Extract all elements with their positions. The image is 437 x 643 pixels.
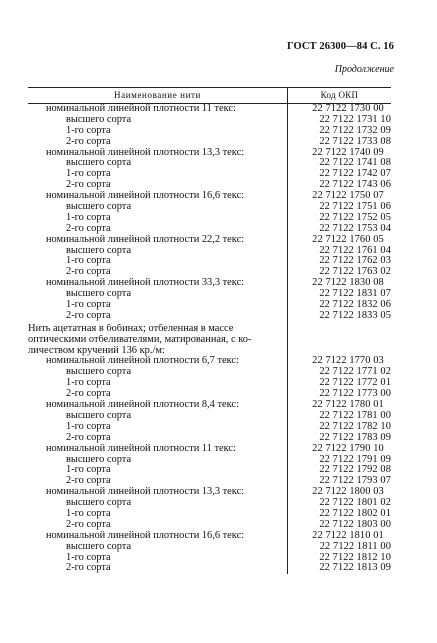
okp-code: 22 7122 1801 02 xyxy=(319,497,391,509)
okp-code: 22 7122 1813 09 xyxy=(319,562,391,574)
thread-name: личеством кручений 136 кр./м: xyxy=(28,345,165,356)
thread-name: 1-го сорта xyxy=(66,212,111,223)
thread-name: высшего сорта xyxy=(66,245,132,256)
okp-code: 22 7122 1743 06 xyxy=(319,179,391,191)
thread-name: высшего сорта xyxy=(66,114,132,125)
okp-code: 22 7122 1832 06 xyxy=(319,299,391,311)
okp-code: 22 7122 1730 00 xyxy=(312,103,384,114)
okp-code: 22 7122 1782 10 xyxy=(319,420,391,432)
okp-code: 22 7122 1761 04 xyxy=(319,244,391,256)
thread-name: номинальной линейной плотности 13,3 текс: xyxy=(46,147,245,158)
thread-name: высшего сорта xyxy=(66,289,132,300)
thread-name: номинальной линейной плотности 16,6 текс: xyxy=(46,191,245,202)
thread-name: 2-го сорта xyxy=(66,563,111,574)
thread-name: 1-го сорта xyxy=(66,169,111,180)
column-header-name: Наименование нити xyxy=(28,88,288,103)
thread-name: 1-го сорта xyxy=(66,300,111,311)
table-row xyxy=(28,324,391,335)
okp-code: 22 7122 1750 07 xyxy=(312,190,384,202)
thread-name: номинальной линейной плотности 22,2 текс: xyxy=(46,234,245,245)
okp-code: 22 7122 1772 01 xyxy=(319,377,391,389)
table-row xyxy=(28,137,391,148)
thread-name: 1-го сорта xyxy=(66,256,111,267)
table-row xyxy=(28,311,391,322)
okp-code: 22 7122 1810 01 xyxy=(312,529,384,541)
okp-code: 22 7122 1760 05 xyxy=(312,233,384,245)
continuation-label: Продолжение xyxy=(334,64,394,75)
okp-code: 22 7122 1831 07 xyxy=(319,288,391,300)
table-header xyxy=(28,88,391,104)
table-row xyxy=(28,433,391,444)
thread-name: номинальной линейной плотности 6,7 текс: xyxy=(46,356,239,367)
okp-code: 22 7122 1742 07 xyxy=(319,168,391,180)
thread-name: 1-го сорта xyxy=(66,508,111,519)
okp-code: 22 7122 1733 08 xyxy=(319,135,391,147)
table-body xyxy=(28,104,391,574)
okp-code: 22 7122 1751 06 xyxy=(319,201,391,213)
okp-code: 22 7122 1770 03 xyxy=(312,355,384,367)
table-row xyxy=(28,563,391,574)
okp-code: 22 7122 1802 01 xyxy=(319,507,391,519)
thread-name: номинальной линейной плотности 16,6 текс: xyxy=(46,530,245,541)
okp-code: 22 7122 1753 04 xyxy=(319,222,391,234)
thread-name: номинальной линейной плотности 8,4 текс: xyxy=(46,400,239,411)
okp-code: 22 7122 1741 08 xyxy=(319,157,391,169)
thread-name: высшего сорта xyxy=(66,202,132,213)
okp-code: 22 7122 1811 00 xyxy=(319,540,391,552)
okp-code: 22 7122 1780 01 xyxy=(312,399,384,411)
thread-name: 2-го сорта xyxy=(66,136,111,147)
table-row xyxy=(28,444,391,455)
column-divider xyxy=(287,104,288,574)
okp-code: 22 7122 1762 03 xyxy=(319,255,391,267)
okp-code: 22 7122 1793 07 xyxy=(319,475,391,487)
okp-code: 22 7122 1803 00 xyxy=(319,518,391,530)
thread-name: Нить ацетатная в бобинах; отбеленная в массе xyxy=(28,323,234,334)
okp-code xyxy=(287,335,391,346)
thread-name: высшего сорта xyxy=(66,367,132,378)
okp-code: 22 7122 1740 09 xyxy=(312,146,384,158)
thread-name: 2-го сорта xyxy=(66,519,111,530)
okp-code: 22 7122 1783 09 xyxy=(319,431,391,443)
page-header: ГОСТ 26300—84 С. 16 xyxy=(286,41,394,52)
table-row xyxy=(28,335,391,346)
thread-name: 2-го сорта xyxy=(66,310,111,321)
thread-name: номинальной линейной плотности 11 текс: xyxy=(46,104,236,114)
thread-name: высшего сорта xyxy=(66,158,132,169)
thread-name: высшего сорта xyxy=(66,498,132,509)
thread-name: номинальной линейной плотности 11 текс: xyxy=(46,443,236,454)
okp-code: 22 7122 1781 00 xyxy=(319,409,391,421)
thread-name: 2-го сорта xyxy=(66,476,111,487)
thread-name: 1-го сорта xyxy=(66,421,111,432)
table-row xyxy=(28,235,391,246)
thread-name: 2-го сорта xyxy=(66,432,111,443)
okp-code: 22 7122 1771 02 xyxy=(319,366,391,378)
okp-code: 22 7122 1791 09 xyxy=(319,453,391,465)
thread-name: 2-го сорта xyxy=(66,223,111,234)
thread-name: 1-го сорта xyxy=(66,552,111,563)
okp-code: 22 7122 1812 10 xyxy=(319,551,391,563)
okp-table xyxy=(28,87,391,574)
thread-name: высшего сорта xyxy=(66,454,132,465)
okp-code: 22 7122 1763 02 xyxy=(319,266,391,278)
thread-name: 1-го сорта xyxy=(66,378,111,389)
okp-code: 22 7122 1830 08 xyxy=(312,277,384,289)
thread-name: 1-го сорта xyxy=(66,465,111,476)
thread-name: номинальной линейной плотности 13,3 текс: xyxy=(46,487,245,498)
okp-code: 22 7122 1732 09 xyxy=(319,124,391,136)
thread-name: 2-го сорта xyxy=(66,180,111,191)
okp-code: 22 7122 1752 05 xyxy=(319,211,391,223)
okp-code: 22 7122 1773 00 xyxy=(319,388,391,400)
okp-code: 22 7122 1800 03 xyxy=(312,486,384,498)
okp-code xyxy=(287,324,391,335)
thread-name: 2-го сорта xyxy=(66,389,111,400)
thread-name: номинальной линейной плотности 33,3 текс: xyxy=(46,278,245,289)
okp-code: 22 7122 1731 10 xyxy=(319,113,391,125)
thread-name: оптическими отбеливателями, матированная, с ко- xyxy=(28,334,252,345)
thread-name: 1-го сорта xyxy=(66,125,111,136)
okp-code: 22 7122 1833 05 xyxy=(319,309,391,321)
table-row xyxy=(28,531,391,542)
table-row xyxy=(28,542,391,553)
thread-name: 2-го сорта xyxy=(66,267,111,278)
thread-name: высшего сорта xyxy=(66,410,132,421)
column-header-code: Код ОКП xyxy=(320,90,359,100)
thread-name: высшего сорта xyxy=(66,541,132,552)
okp-code: 22 7122 1792 08 xyxy=(319,464,391,476)
okp-code: 22 7122 1790 10 xyxy=(312,442,384,454)
